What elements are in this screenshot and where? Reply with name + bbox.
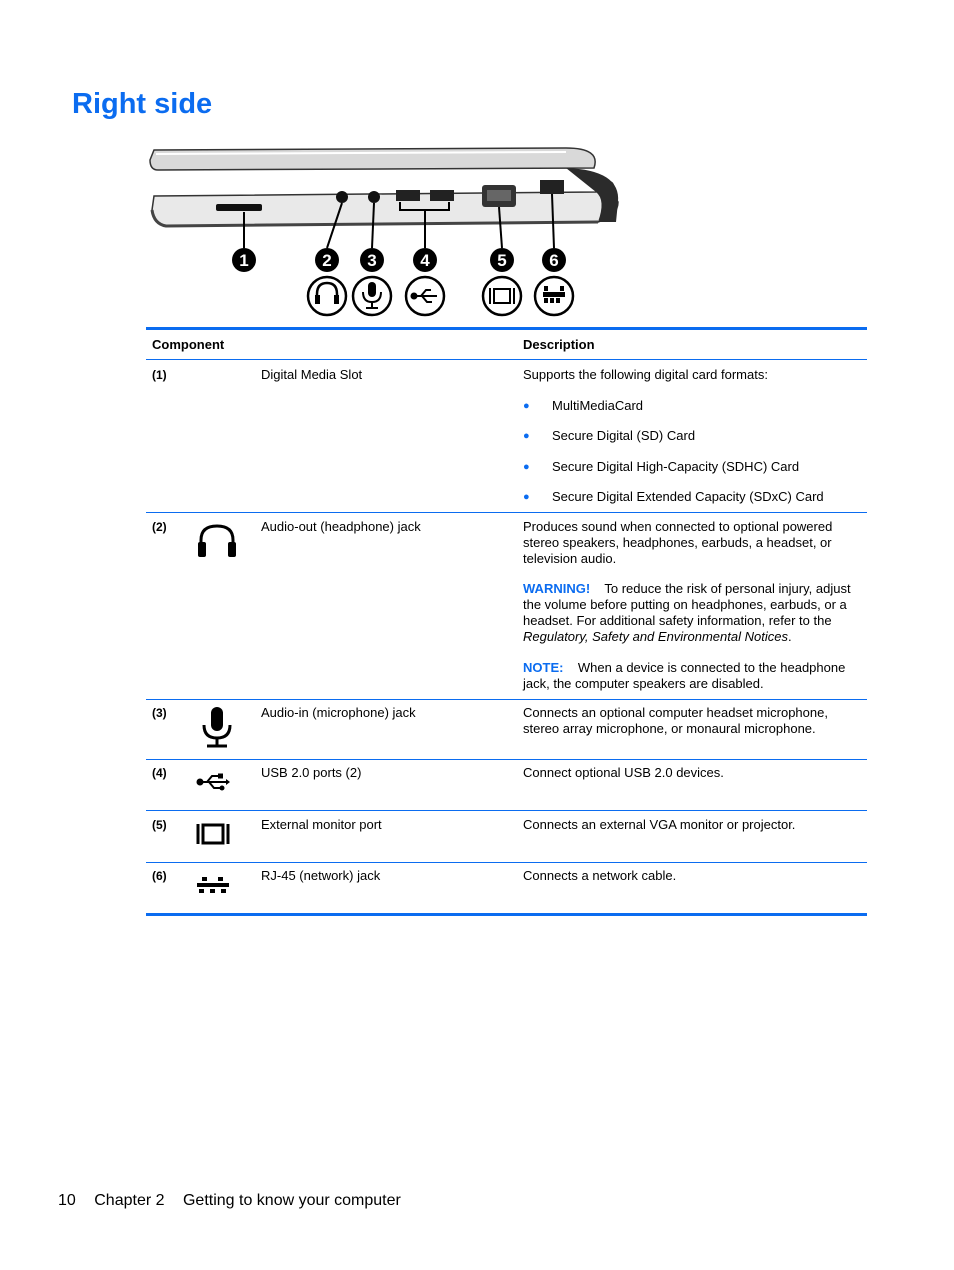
component-description: Produces sound when connected to optional powered stereo speakers, headphones, earbuds, a headset, or television audio. [523, 519, 833, 566]
component-name: USB 2.0 ports (2) [261, 765, 362, 780]
row-number: (2) [152, 520, 167, 534]
header-component: Component [152, 337, 225, 352]
row-number: (5) [152, 818, 167, 832]
component-description: Supports the following digital card formats: [523, 367, 768, 382]
row-number: (1) [152, 368, 167, 382]
component-name: Audio-in (microphone) jack [261, 705, 416, 720]
component-description: Connects a network cable. [523, 868, 677, 883]
note-text: NOTE: When a device is connected to the headphone jack, the computer speakers are disabled. [523, 660, 846, 691]
headphone-icon [196, 522, 238, 560]
warning-label: WARNING! [523, 581, 591, 596]
callout-2: 2 [322, 251, 332, 270]
microphone-icon [200, 705, 234, 749]
usb-icon [412, 290, 438, 302]
note-label: NOTE: [523, 660, 564, 675]
monitor-port-icon [490, 288, 514, 304]
usb-icon [196, 772, 230, 792]
component-name: Audio-out (headphone) jack [261, 519, 421, 534]
callout-1: 1 [239, 251, 249, 270]
callout-4: 4 [420, 251, 430, 270]
page-footer [58, 1192, 415, 1210]
component-description: Connect optional USB 2.0 devices. [523, 765, 724, 780]
headphone-icon [315, 283, 339, 304]
laptop-right-side-figure [146, 140, 636, 320]
component-name: External monitor port [261, 817, 382, 832]
warning-text: WARNING! To reduce the risk of personal injury, adjust the volume before putting on headphones, earbuds, or a headset. For additional safety information, refer to the Regulatory, Safety and Environmental Notices. [523, 581, 851, 644]
chapter-label: Chapter 2 [94, 1192, 165, 1209]
component-description: Connects an optional computer headset microphone, stereo array microphone, or monaural microphone. [523, 705, 828, 736]
page-number: 10 [58, 1192, 76, 1209]
chapter-title: Getting to know your computer [182, 1192, 401, 1209]
callout-6: 6 [549, 251, 559, 270]
row-number: (6) [152, 869, 167, 883]
component-name: RJ-45 (network) jack [261, 868, 381, 883]
component-description: Connects an external VGA monitor or projector. [523, 817, 796, 832]
page-title: Right side [72, 88, 213, 120]
row-number: (3) [152, 706, 167, 720]
row-number: (4) [152, 766, 167, 780]
component-name: Digital Media Slot [261, 367, 363, 382]
monitor-port-icon [196, 823, 230, 845]
microphone-icon [363, 282, 381, 308]
network-icon [543, 286, 565, 303]
callout-3: 3 [367, 251, 377, 270]
callout-5: 5 [497, 251, 507, 270]
header-description: Description [523, 337, 595, 352]
network-icon [196, 876, 230, 894]
